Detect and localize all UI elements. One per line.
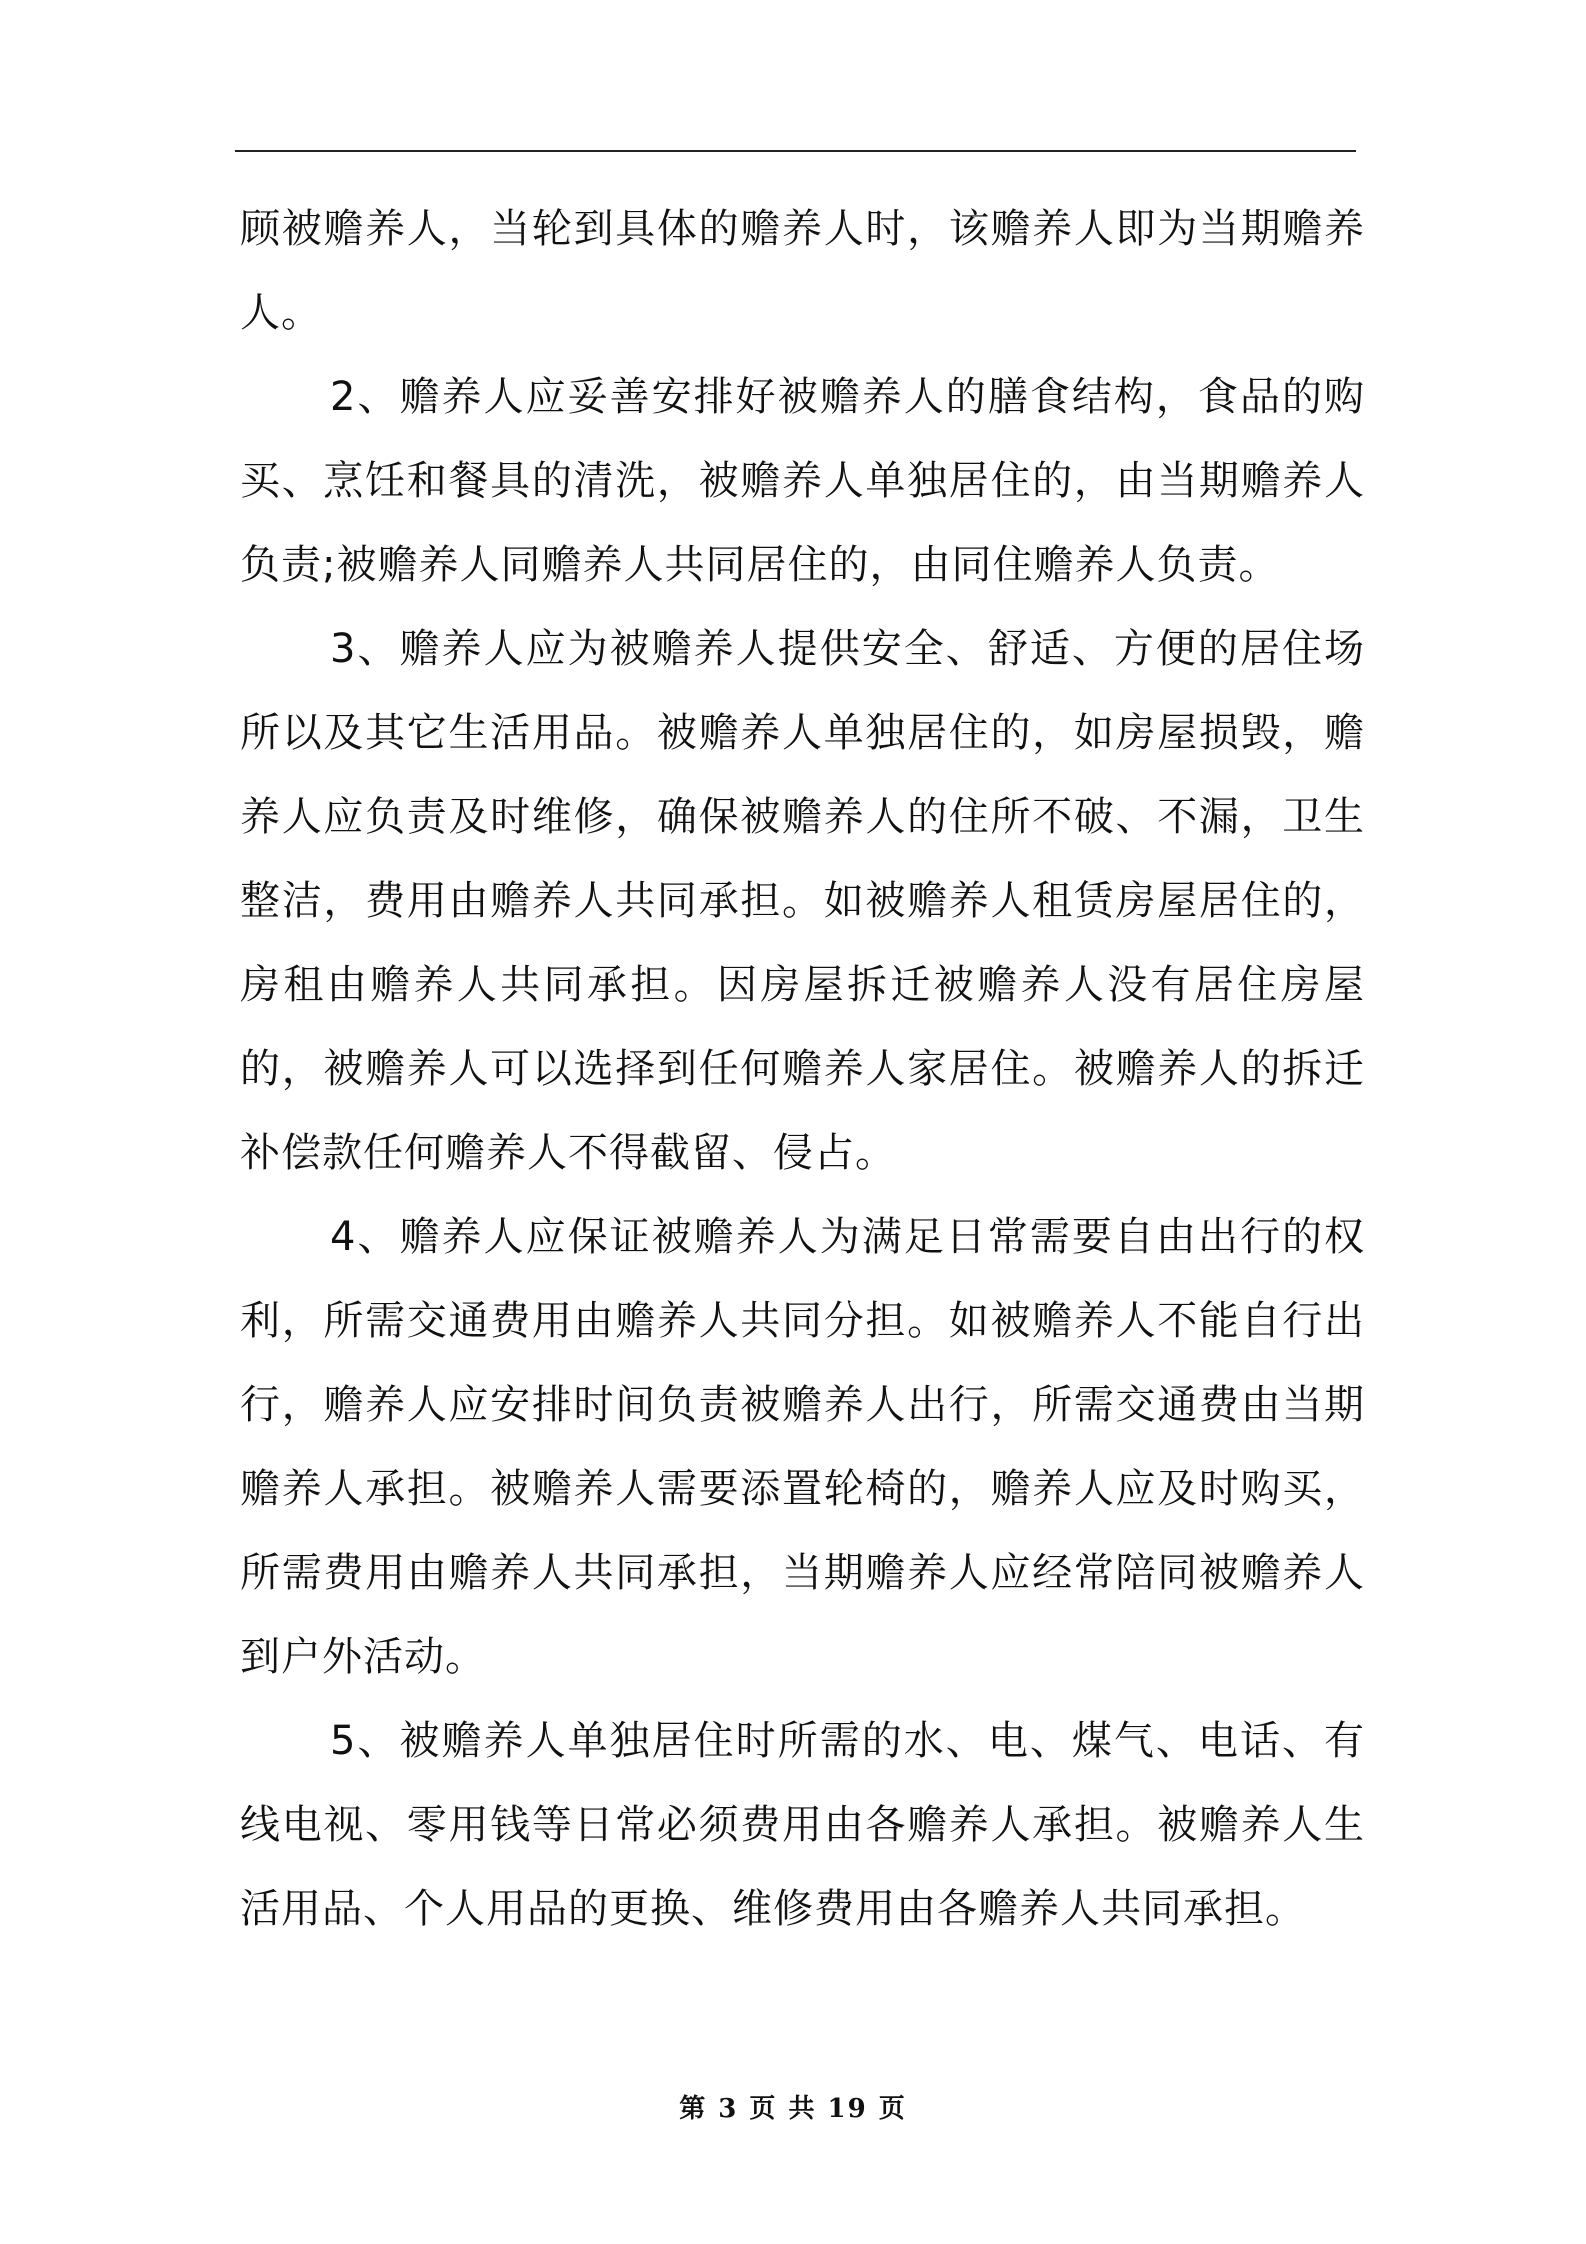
document-body (240, 187, 1365, 1951)
page-number-footer: 第 3 页 共 19 页 (679, 2094, 907, 2124)
paragraph-continuation: 顾被赡养人，当轮到具体的赡养人时，该赡养人即为当期赡养人。 (240, 206, 1365, 336)
header-rule (235, 150, 1356, 152)
paragraph-item-2: 2、赡养人应妥善安排好被赡养人的膳食结构，食品的购买、烹饪和餐具的清洗，被赡养人单独居住的，由当期赡养人负责;被赡养人同赡养人共同居住的，由同住赡养人负责。 (240, 374, 1365, 588)
paragraph-item-5: 5、被赡养人单独居住时所需的水、电、煤气、电话、有线电视、零用钱等日常必须费用由各赡养人承担。被赡养人生活用品、个人用品的更换、维修费用由各赡养人共同承担。 (240, 1718, 1365, 1932)
paragraph-item-3: 3、赡养人应为被赡养人提供安全、舒适、方便的居住场所以及其它生活用品。被赡养人单独居住的，如房屋损毁，赡养人应负责及时维修，确保被赡养人的住所不破、不漏，卫生整洁，费用由赡养人共同承担。如被赡养人租赁房屋居住的，房租由赡养人共同承担。因房屋拆迁被赡养人没有居住房屋的，被赡养人可以选择到任何赡养人家居住。被赡养人的拆迁补偿款任何赡养人不得截留、侵占。 (240, 626, 1365, 1176)
paragraph-item-4: 4、赡养人应保证被赡养人为满足日常需要自由出行的权利，所需交通费用由赡养人共同分担。如被赡养人不能自行出行，赡养人应安排时间负责被赡养人出行，所需交通费由当期赡养人承担。被赡养人需要添置轮椅的，赡养人应及时购买，所需费用由赡养人共同承担，当期赡养人应经常陪同被赡养人到户外活动。 (240, 1214, 1365, 1680)
